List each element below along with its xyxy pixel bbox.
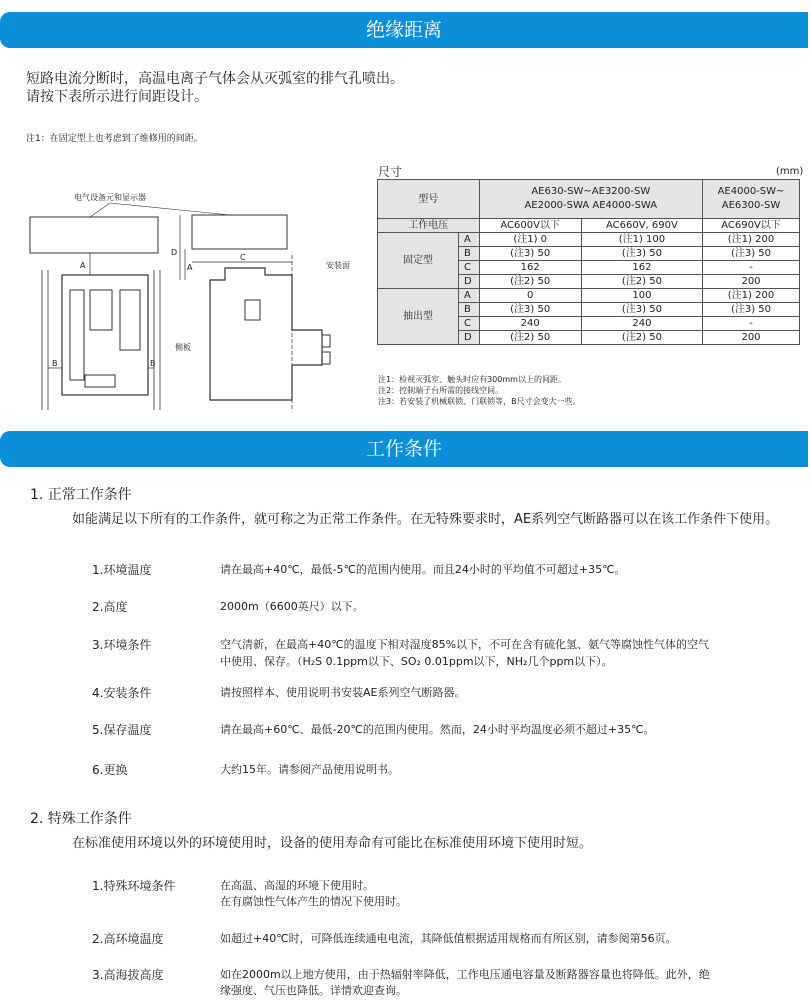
dim-B-right: B [150,359,156,368]
intro-text [26,70,404,106]
cell: (注3) 50 [479,247,581,261]
dim-B-left: B [52,359,58,368]
item-text-line2: 中使用、保存。（H₂S 0.1ppm以下、SO₂ 0.01ppm以下，NH₂几个ppm以下）。 [220,655,613,668]
dims-unit: (mm) [776,166,804,177]
cell: (注2) 50 [479,331,581,345]
row-key: A [459,233,480,247]
cell: 100 [581,289,702,303]
footnote: 注3：若安装了机械联锁、门联锁等，B尺寸会变大一些。 [378,397,581,406]
equipment-box-left [30,217,158,253]
row-key: C [459,261,480,275]
item-text: 大约15年。请参阅产品使用说明书。 [220,763,399,776]
header-model1 [479,180,702,219]
cell: (注3) 50 [703,247,800,261]
section-banner-insulation: 绝缘距离 [0,12,808,48]
cell: (注3) 50 [581,303,702,317]
dim-D: D [171,248,178,257]
cell: 240 [479,317,581,331]
note-text: 注1：在固定型上也考虑到了维修用的间距。 [26,134,203,144]
clearance-diagram [30,180,375,420]
label-mount: 安装面 [326,261,350,270]
cell: 200 [703,275,800,289]
item-label: 1.特殊环境条件 [92,879,176,893]
model1-line2: AE2000-SWA AE4000-SWA [524,200,658,211]
item-text: 请在最高+40℃，最低-5℃的范围内使用。而且24小时的平均值不可超过+35℃。 [220,563,626,576]
row-key: D [459,275,480,289]
voltage-2: AC660V, 690V [581,219,702,233]
item-label: 5.保存温度 [92,723,152,737]
dims-table [377,179,800,345]
cell: (注3) 50 [581,247,702,261]
section1-para: 如能满足以下所有的工作条件，就可称之为正常工作条件。在无特殊要求时，AE系列空气断路器可以在该工作条件下使用。 [72,512,779,527]
cell: (注1) 100 [581,233,702,247]
row-key: C [459,317,480,331]
header-model: 型号 [378,180,480,219]
group-fixed: 固定型 [378,233,459,289]
label-equipment: 电气设备元和显示器 [74,193,146,202]
dim-A-left: A [80,261,86,270]
item-label: 3.高海拔高度 [92,968,164,982]
model1-line1: AE630-SW~AE3200-SW [531,186,651,197]
item-label: 1.环境温度 [92,563,152,577]
item-label: 2.高度 [92,600,128,614]
item-text-line2: 在有腐蚀性气体产生的情况下使用时。 [220,895,407,908]
section1-title: 1. 正常工作条件 [30,487,132,503]
section2-para: 在标准使用环境以外的环境使用时，设备的使用寿命有可能比在标准使用环境下使用时短。 [72,836,593,851]
row-key: B [459,303,480,317]
section-banner-conditions: 工作条件 [0,431,808,467]
item-label: 6.更换 [92,763,128,777]
group-draw: 抽出型 [378,289,459,345]
dim-A-right: A [187,263,193,272]
cell: (注2) 50 [581,275,702,289]
voltage-label: 工作电压 [378,219,480,233]
item-label: 3.环境条件 [92,638,152,652]
row-key: B [459,247,480,261]
dims-title: 尺寸 [378,165,403,179]
item-text: 请在最高+60℃、最低-20℃的范围内使用。然而，24小时平均温度必须不超过+35℃。 [220,723,655,736]
cell: 240 [581,317,702,331]
item-text: 如在2000m以上地方使用，由于热辐射率降低，工作电压通电容量及断路器容量也将降低。此外，绝 [220,968,710,981]
cell: (注3) 50 [479,303,581,317]
cell: - [703,261,800,275]
item-text: 请按照样本、使用说明书安装AE系列空气断路器。 [220,686,466,699]
cell: (注2) 50 [581,331,702,345]
item-label: 2.高环境温度 [92,932,164,946]
cell: (注1) 0 [479,233,581,247]
row-key: D [459,331,480,345]
voltage-1: AC600V以下 [479,219,581,233]
header-model2 [703,180,800,219]
footnote: 注2：控制端子台所需的接线空间。 [378,386,504,395]
item-text: 在高温、高湿的环境下使用时。 [220,879,374,892]
footnote: 注1：检视灭弧室、触头时应有300mm以上的间距。 [378,375,566,384]
voltage-3: AC690V以下 [703,219,800,233]
model2-line2: AE6300-SW [721,200,781,211]
label-side: 侧板 [175,343,191,352]
cell: (注3) 50 [703,303,800,317]
model2-line1: AE4000-SW~ [717,186,785,197]
cell: (注1) 200 [703,233,800,247]
cell: (注1) 200 [703,289,800,303]
row-key: A [459,289,480,303]
cell: 0 [479,289,581,303]
intro-line: 短路电流分断时，高温电离子气体会从灭弧室的排气孔喷出。 [26,71,404,87]
item-text: 如超过+40℃时，可降低连续通电电流，其降低值根据适用规格而有所区别，请参阅第56页。 [220,932,677,945]
item-label: 4.安装条件 [92,686,152,700]
cell: (注2) 50 [479,275,581,289]
cell: 200 [703,331,800,345]
item-text: 2000m（6600英尺）以下。 [220,600,364,613]
dim-C: C [240,253,246,262]
item-text-line2: 缘强度、气压也降低。详情欢迎查询。 [220,984,407,997]
cell: 162 [479,261,581,275]
section2-title: 2. 特殊工作条件 [30,811,132,827]
intro-line: 请按下表所示进行间距设计。 [26,89,208,105]
item-text: 空气清新，在最高+40℃的温度下相对湿度85%以下，不可在含有硫化氢、氨气等腐蚀性气体的空气 [220,638,710,651]
cell: 162 [581,261,702,275]
cell: - [703,317,800,331]
